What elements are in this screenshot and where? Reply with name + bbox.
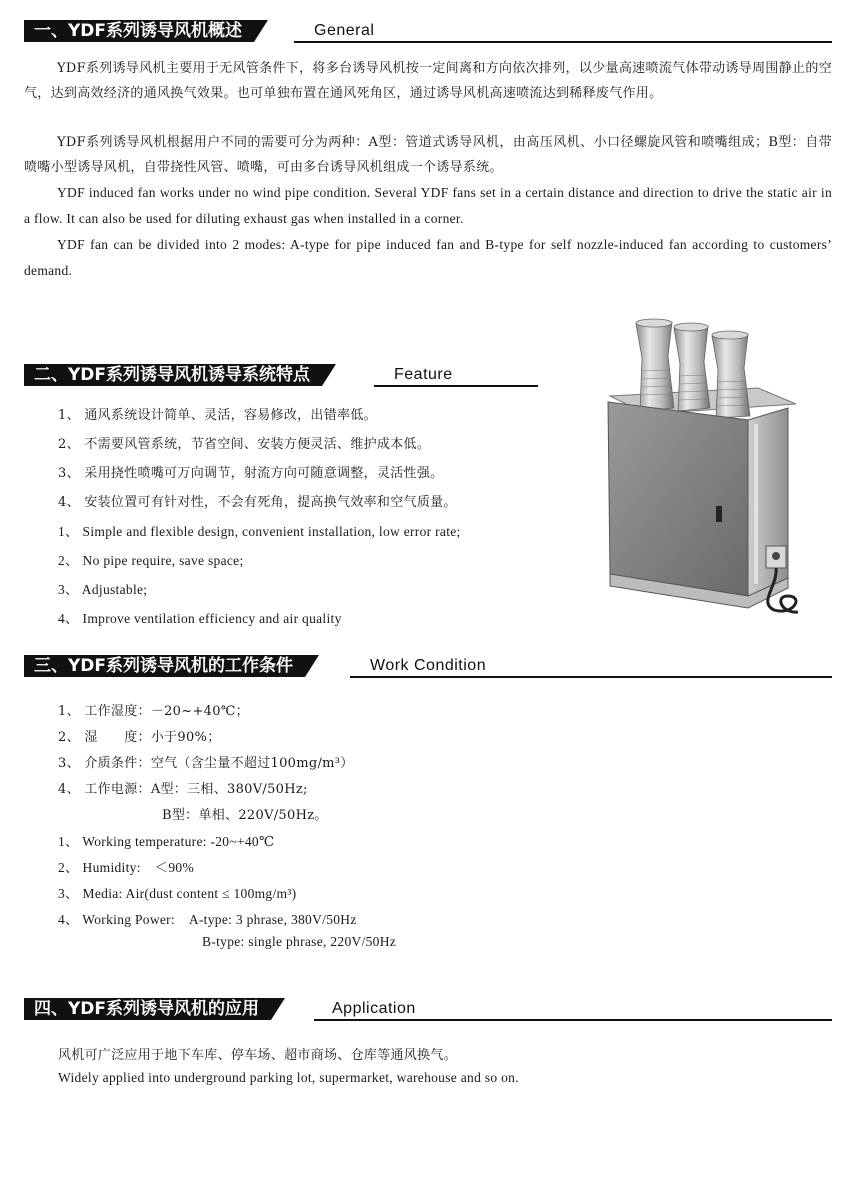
section-header-application bbox=[24, 998, 832, 1020]
feature-item-en-3 bbox=[58, 578, 147, 598]
item-text: 采用挠性喷嘴可万向调节，射流方向可随意调整，灵活性强。 bbox=[84, 466, 444, 481]
item-number: 2、 bbox=[58, 437, 80, 452]
section-rule bbox=[350, 676, 832, 678]
item-number: 1、 bbox=[58, 524, 79, 539]
work-item-cn-2 bbox=[58, 726, 221, 745]
general-paragraph-3: YDF induced fan works under no wind pipe condition. Several YDF fans set in a certain distance and direction to drive the static air in a flow. It can also be used for diluting exhaust gas when installed in a corner. bbox=[24, 185, 832, 226]
section-title-en: Application bbox=[332, 1000, 416, 1017]
item-text: Simple and flexible design, convenient installation, low error rate; bbox=[82, 524, 461, 539]
section-title-cn: 二、YDF系列诱导风机诱导系统特点 bbox=[24, 364, 322, 386]
feature-item-cn-4 bbox=[58, 491, 457, 510]
item-text: B-type: single phrase, 220V/50Hz bbox=[202, 934, 397, 949]
feature-item-en-2 bbox=[58, 549, 244, 569]
item-text: Media: Air(dust content ≤ 100mg/m³) bbox=[82, 886, 297, 901]
work-item-en-5 bbox=[202, 934, 396, 950]
item-text: 工作湿度：－20~+40℃； bbox=[84, 704, 249, 719]
item-number: 1、 bbox=[58, 408, 80, 423]
section-title-cn: 四、YDF系列诱导风机的应用 bbox=[24, 998, 271, 1020]
item-text: 通风系统设计简单、灵活，容易修改，出错率低。 bbox=[84, 408, 377, 423]
item-number: 3、 bbox=[58, 466, 80, 481]
item-text: 安装位置可有针对性，不会有死角，提高换气效率和空气质量。 bbox=[84, 495, 457, 510]
section-header-feature bbox=[24, 364, 538, 386]
item-number: 2、 bbox=[58, 730, 80, 745]
item-text: Working temperature: -20~+40℃ bbox=[82, 834, 275, 849]
feature-item-cn-2 bbox=[58, 433, 430, 452]
feature-item-en-4 bbox=[58, 607, 342, 627]
work-item-cn-1 bbox=[58, 700, 249, 719]
item-number: 1、 bbox=[58, 834, 79, 849]
work-item-en-1 bbox=[58, 830, 274, 850]
item-number: 4、 bbox=[58, 912, 79, 927]
work-item-en-2 bbox=[58, 856, 194, 876]
section-header-general bbox=[24, 20, 832, 42]
item-number: 3、 bbox=[58, 756, 80, 771]
work-item-cn-3 bbox=[58, 752, 354, 771]
work-item-cn-4 bbox=[58, 778, 308, 797]
item-number: 4、 bbox=[58, 611, 79, 626]
section-header-work bbox=[24, 655, 832, 677]
work-item-en-3 bbox=[58, 882, 296, 902]
section-rule bbox=[374, 385, 538, 387]
nozzle-group bbox=[636, 319, 750, 418]
item-number: 2、 bbox=[58, 860, 79, 875]
work-item-en-4 bbox=[58, 908, 357, 928]
item-number: 4、 bbox=[58, 782, 80, 797]
item-text: Working Power: A-type: 3 phrase, 380V/50Hz bbox=[82, 912, 357, 927]
section-title-cn: 三、YDF系列诱导风机的工作条件 bbox=[24, 655, 305, 677]
item-text: 介质条件：空气（含尘量不超过100mg/m³） bbox=[84, 756, 354, 771]
general-paragraph-2: YDF系列诱导风机根据用户不同的需要可分为两种：A型：管道式诱导风机，由高压风机、小口径螺旋风管和喷嘴组成；B型：自带喷嘴小型诱导风机，自带挠性风管、喷嘴，可由多台诱导风机组成一个诱导系统。 bbox=[24, 135, 832, 175]
section-title-cn: 一、YDF系列诱导风机概述 bbox=[24, 20, 254, 42]
item-text: 湿 度：小于90%； bbox=[84, 730, 221, 745]
item-text: Adjustable; bbox=[81, 582, 148, 597]
feature-item-cn-3 bbox=[58, 462, 443, 481]
item-text: 工作电源：A型：三相、380V/50Hz; bbox=[84, 782, 308, 797]
item-text: B型：单相、220V/50Hz。 bbox=[162, 808, 328, 823]
application-text-cn: 风机可广泛应用于地下车库、停车场、超市商场、仓库等通风换气。 bbox=[58, 1048, 458, 1063]
item-number: 1、 bbox=[58, 704, 80, 719]
item-text: Improve ventilation efficiency and air quality bbox=[82, 611, 342, 626]
general-paragraph-4: YDF fan can be divided into 2 modes: A-type for pipe induced fan and B-type for self nozzle-induced fan according to customers’ demand. bbox=[24, 237, 832, 278]
item-number: 2、 bbox=[58, 553, 79, 568]
section-rule bbox=[314, 1019, 832, 1021]
section-title-en: Work Condition bbox=[370, 657, 487, 674]
general-paragraph-1: YDF系列诱导风机主要用于无风管条件下，将多台诱导风机按一定间离和方向依次排列，以少量高速喷流气体带动诱导周围静止的空气，达到高效经济的通风换气效果。也可单独布置在通风死角区，通过诱导风机高速喷流达到稀释废气作用。 bbox=[24, 61, 832, 101]
feature-item-cn-1 bbox=[58, 404, 377, 423]
section-rule bbox=[294, 41, 832, 43]
feature-item-en-1 bbox=[58, 520, 461, 540]
section-title-en: General bbox=[314, 22, 375, 39]
item-number: 4、 bbox=[58, 495, 80, 510]
section-title-en: Feature bbox=[394, 366, 453, 383]
item-text: Humidity: ＜90% bbox=[82, 860, 194, 875]
induced-fan-product-image bbox=[598, 316, 808, 622]
item-text: No pipe require, save space; bbox=[82, 553, 244, 568]
item-text: 不需要风管系统，节省空间、安装方便灵活、维护成本低。 bbox=[84, 437, 431, 452]
work-item-cn-5 bbox=[162, 804, 328, 823]
application-text-en: Widely applied into underground parking lot, supermarket, warehouse and so on. bbox=[58, 1070, 519, 1085]
item-number: 3、 bbox=[58, 886, 79, 901]
item-number: 3、 bbox=[58, 582, 79, 597]
